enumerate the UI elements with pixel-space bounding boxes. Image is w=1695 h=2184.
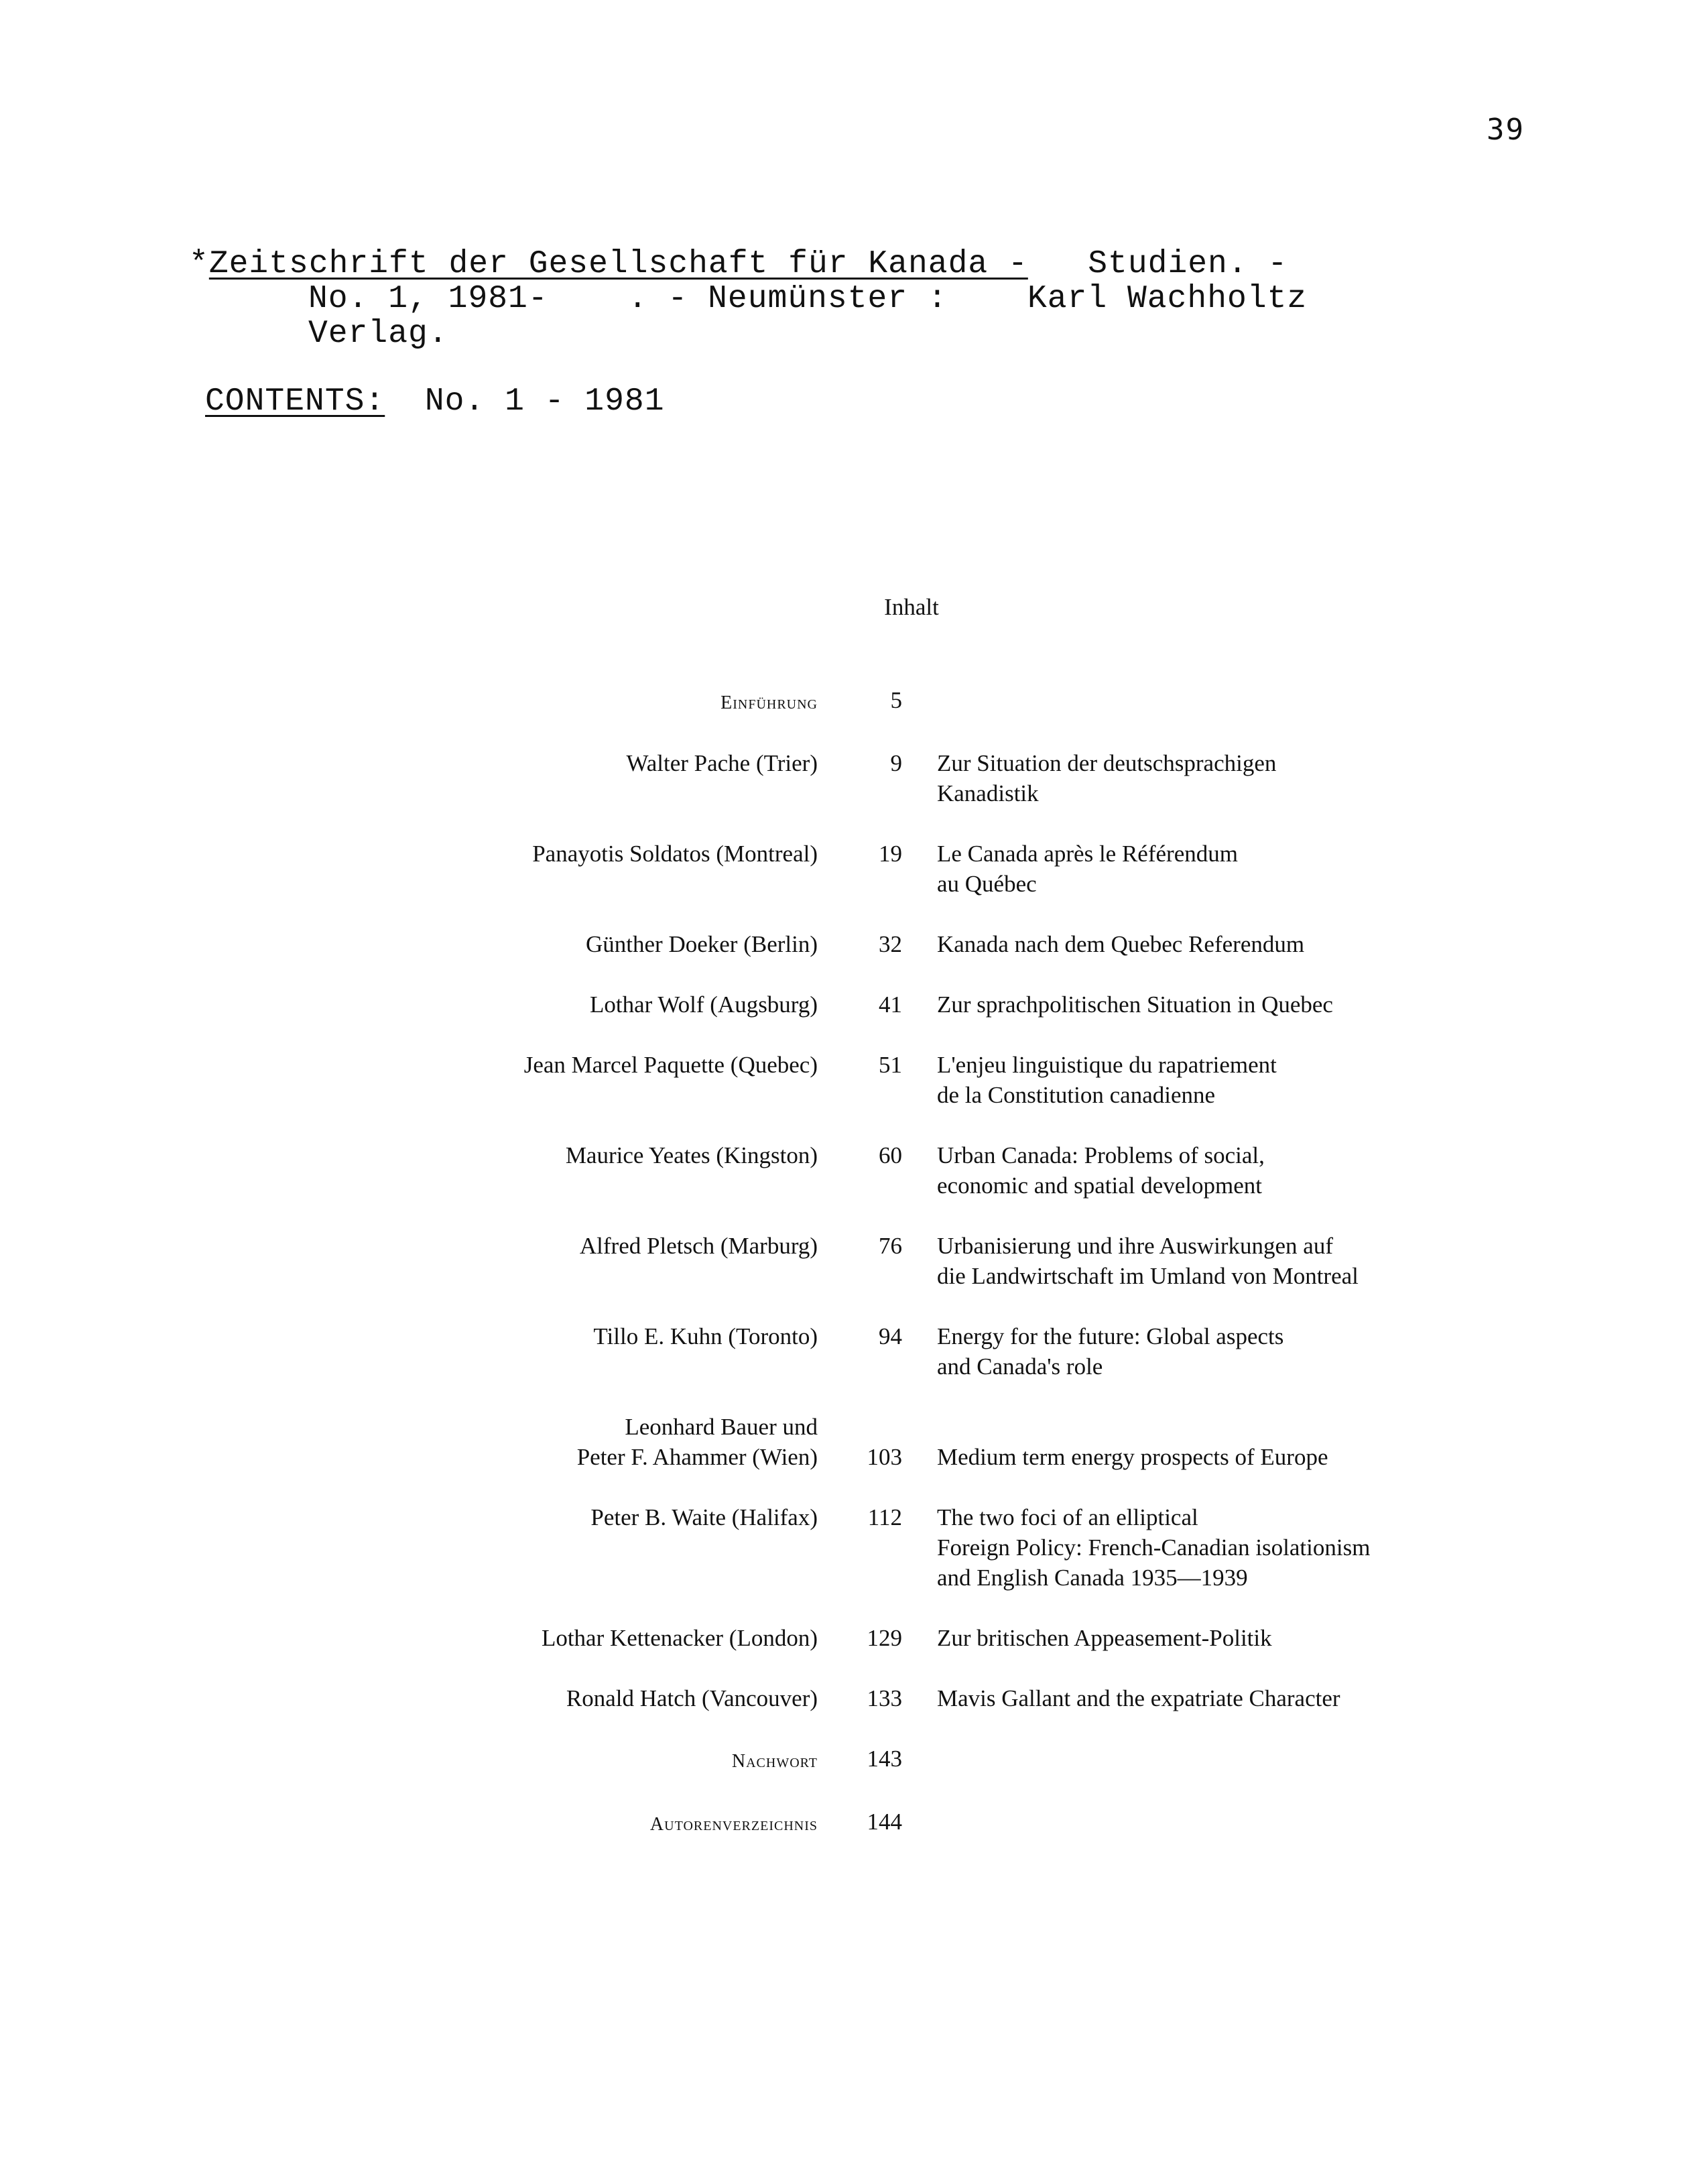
toc-author: [402, 839, 818, 869]
toc-entry: [402, 1683, 1448, 1713]
toc-entry: [402, 1502, 1448, 1593]
toc-entry: [402, 1050, 1448, 1110]
toc-entry: [402, 1807, 1448, 1839]
toc-article-title: [937, 1683, 1446, 1713]
toc-entry: [402, 989, 1448, 1020]
toc-page-value: 94: [879, 1323, 902, 1349]
toc-author: [402, 1412, 818, 1472]
toc-title-line: Medium term energy prospects of Europe: [937, 1444, 1328, 1470]
toc-section-label: [402, 1744, 818, 1776]
toc-author: [402, 1050, 818, 1080]
toc-page-number: [818, 1807, 902, 1837]
toc-page-number: [818, 1412, 902, 1472]
toc-page-value: 103: [867, 1444, 902, 1470]
journal-title: Zeitschrift der Gesellschaft für Kanada -: [208, 246, 1028, 282]
toc-article-title: [937, 748, 1446, 808]
toc-page-number: [818, 1050, 902, 1080]
toc-title-line: Zur sprachpolitischen Situation in Quebec: [937, 991, 1333, 1018]
toc-title-line: L'enjeu linguistique du rapatriement: [937, 1052, 1277, 1078]
toc-entry: [402, 1744, 1448, 1776]
toc-title-line: and Canada's role: [937, 1353, 1103, 1380]
toc-author-line: Günther Doeker (Berlin): [586, 931, 818, 957]
toc-author-line: Alfred Pletsch (Marburg): [579, 1233, 818, 1259]
toc-title-line: Le Canada après le Référendum: [937, 841, 1238, 867]
citation-line-1: [189, 247, 1369, 282]
toc-title-line: Foreign Policy: French-Canadian isolationism: [937, 1534, 1371, 1561]
toc-title-line: economic and spatial development: [937, 1172, 1262, 1199]
toc-author: [402, 748, 818, 778]
toc-title-line: Urbanisierung und ihre Auswirkungen auf: [937, 1233, 1333, 1259]
citation-line-3: Verlag.: [308, 316, 448, 352]
toc-author: [402, 1683, 818, 1713]
toc-page-value: 9: [890, 750, 902, 776]
toc-author-line: Leonhard Bauer und: [625, 1414, 818, 1440]
toc-page-number: [818, 685, 902, 715]
toc-page-number: [818, 989, 902, 1020]
toc-page-value: 143: [867, 1746, 902, 1772]
toc-author-line: Lothar Wolf (Augsburg): [589, 991, 818, 1018]
toc-author: [402, 1321, 818, 1351]
toc-page-number: [818, 839, 902, 869]
toc-author: [402, 1623, 818, 1653]
toc-author-line: Autorenverzeichnis: [649, 1814, 818, 1835]
toc-author-line: Maurice Yeates (Kingston): [565, 1142, 818, 1168]
toc-title-line: Mavis Gallant and the expatriate Character: [937, 1685, 1340, 1711]
journal-title-continued: Studien. -: [1027, 246, 1288, 282]
toc-page-value: 60: [879, 1142, 902, 1168]
toc-page-value: 144: [867, 1809, 902, 1835]
toc-title-line: Kanada nach dem Quebec Referendum: [937, 931, 1305, 957]
toc-article-title: [937, 1502, 1446, 1593]
toc-section-label: [402, 1807, 818, 1839]
toc-entry: [402, 1140, 1448, 1201]
toc-entry: [402, 1321, 1448, 1382]
contents-label: CONTENTS:: [205, 383, 385, 420]
toc-page-value: 112: [867, 1504, 902, 1530]
toc-title-line: Zur britischen Appeasement-Politik: [937, 1625, 1272, 1651]
toc-section-label: [402, 685, 818, 718]
toc-page-value: 32: [879, 931, 902, 957]
toc-article-title: [937, 1321, 1446, 1382]
toc-page-number: [818, 1321, 902, 1351]
toc-title-line: Urban Canada: Problems of social,: [937, 1142, 1265, 1168]
toc-author-line: Lothar Kettenacker (London): [541, 1625, 818, 1651]
footnote-asterisk: *: [189, 246, 209, 282]
toc-article-title: [937, 1412, 1446, 1472]
toc-page-number: [818, 1140, 902, 1170]
toc-title-line: Zur Situation der deutschsprachigen: [937, 750, 1277, 776]
toc-page-number: [818, 929, 902, 959]
toc-author-line: Nachwort: [731, 1751, 818, 1772]
toc-author-line: Peter F. Ahammer (Wien): [576, 1444, 818, 1470]
contents-heading: [205, 383, 665, 420]
toc-page-value: 133: [867, 1685, 902, 1711]
toc-page-value: 19: [879, 841, 902, 867]
toc-title-line: die Landwirtschaft im Umland von Montreal: [937, 1263, 1359, 1289]
toc-page-number: [818, 748, 902, 778]
citation-line-2: No. 1, 1981- . - Neumünster : Karl Wachholtz: [308, 281, 1308, 317]
inhalt-heading: Inhalt: [884, 594, 939, 620]
toc-article-title: [937, 929, 1446, 959]
toc-title-line: The two foci of an elliptical: [937, 1504, 1198, 1530]
toc-article-title: [937, 1231, 1446, 1291]
toc-entry: [402, 748, 1448, 808]
contents-issue: No. 1 - 1981: [385, 383, 665, 420]
page-number: 39: [1487, 113, 1525, 147]
toc-page-value: 51: [879, 1052, 902, 1078]
toc-article-title: [937, 1140, 1446, 1201]
toc-article-title: [937, 989, 1446, 1020]
toc-entry: [402, 685, 1448, 718]
toc-author-line: Peter B. Waite (Halifax): [590, 1504, 818, 1530]
toc-title-line: [937, 1412, 1446, 1442]
toc-entry: [402, 929, 1448, 959]
toc-author: [402, 1502, 818, 1532]
toc-page-value: 129: [867, 1625, 902, 1651]
toc-page-number: [818, 1683, 902, 1713]
toc-article-title: [937, 839, 1446, 899]
toc-article-title: [937, 1623, 1446, 1653]
toc-page-number: [818, 1744, 902, 1774]
toc-article-title: [937, 1050, 1446, 1110]
toc-author: [402, 929, 818, 959]
toc-author-line: Jean Marcel Paquette (Quebec): [523, 1052, 818, 1078]
toc-title-line: and English Canada 1935—1939: [937, 1565, 1248, 1591]
toc-entry: [402, 1231, 1448, 1291]
toc-entry: [402, 1623, 1448, 1653]
toc-author-line: Tillo E. Kuhn (Toronto): [593, 1323, 818, 1349]
toc-title-line: Energy for the future: Global aspects: [937, 1323, 1284, 1349]
spacer: [818, 1412, 902, 1442]
toc-page-number: [818, 1623, 902, 1653]
toc-title-line: de la Constitution canadienne: [937, 1082, 1216, 1108]
toc-page-value: 5: [890, 687, 902, 713]
toc-author-line: Walter Pache (Trier): [626, 750, 818, 776]
toc-author-line: Einführung: [720, 692, 818, 713]
toc-page-value: 76: [879, 1233, 902, 1259]
toc-page-number: [818, 1231, 902, 1261]
table-of-contents: [402, 685, 1448, 1870]
toc-author: [402, 989, 818, 1020]
toc-author-line: Ronald Hatch (Vancouver): [566, 1685, 818, 1711]
toc-entry: [402, 1412, 1448, 1472]
toc-author: [402, 1140, 818, 1170]
toc-title-line: au Québec: [937, 871, 1037, 897]
citation-block: [189, 247, 1369, 351]
toc-entry: [402, 839, 1448, 899]
toc-author-line: Panayotis Soldatos (Montreal): [532, 841, 818, 867]
toc-page-number: [818, 1502, 902, 1532]
toc-page-value: 41: [879, 991, 902, 1018]
toc-author: [402, 1231, 818, 1261]
toc-title-line: Kanadistik: [937, 780, 1039, 806]
